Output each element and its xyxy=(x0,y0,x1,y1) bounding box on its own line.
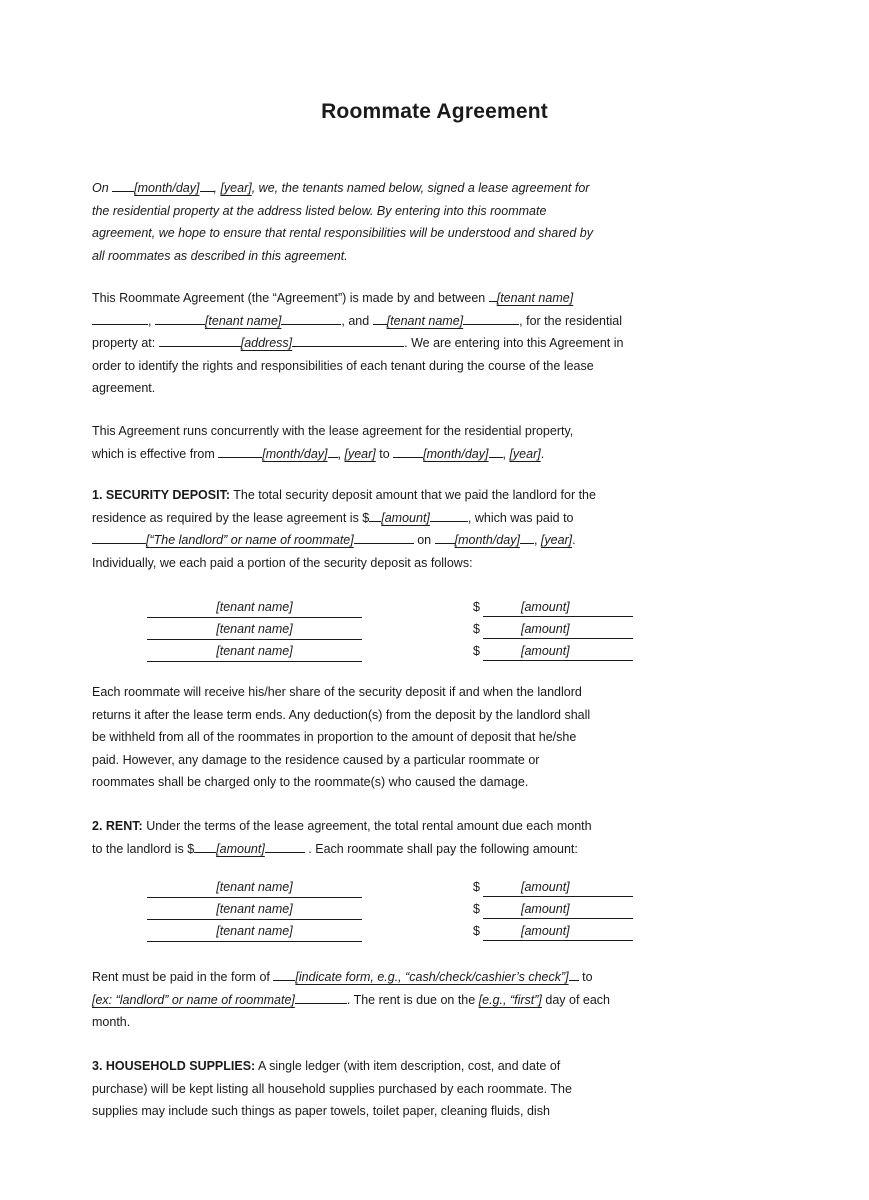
amount-cell: [amount] xyxy=(483,919,633,941)
household-supplies-heading: 3. HOUSEHOLD SUPPLIES: xyxy=(92,1059,256,1073)
blank xyxy=(520,530,534,544)
blank xyxy=(112,178,134,192)
for-residential-text: , for the residential xyxy=(519,313,622,328)
amount-cell: [amount] xyxy=(483,875,633,897)
supplies-line-1 xyxy=(92,1055,772,1078)
rent-share-table xyxy=(147,875,647,945)
dollar-sign: $ xyxy=(473,924,480,938)
month-day-placeholder: [month/day] xyxy=(454,533,520,548)
blank xyxy=(218,444,262,458)
month-day-placeholder: [month/day] xyxy=(262,446,328,461)
blank xyxy=(273,967,295,981)
year-placeholder: [year] xyxy=(344,446,376,461)
rent-form-line-1 xyxy=(92,966,772,989)
day-of-each-text: day of each xyxy=(545,992,611,1007)
rent-heading: 2. RENT: xyxy=(92,819,143,833)
on-text: on xyxy=(417,533,432,548)
tenant-name-cell: [tenant name] xyxy=(147,595,362,618)
payee-placeholder: [“The landlord” or name of roommate] xyxy=(146,533,354,548)
to-text: to xyxy=(379,446,390,461)
intro-text-1: , we, the tenants named below, signed a lease agreement for xyxy=(251,181,590,195)
deposit-return-line-2: returns it after the lease term ends. Any deduction(s) from the deposit by the landlord shall xyxy=(92,707,591,722)
to-text: to xyxy=(582,970,593,984)
year-placeholder: [year] xyxy=(509,446,541,461)
deposit-return-line-5: roommates shall be charged only to the roommate(s) who caused the damage. xyxy=(92,775,529,790)
tenant-name-cell: [tenant name] xyxy=(147,639,362,662)
intro-paragraph xyxy=(92,177,772,267)
rent-form-paragraph xyxy=(92,966,772,1034)
blank xyxy=(292,333,404,347)
amount-cell: [amount] xyxy=(483,595,633,617)
rent-text-3: . Each roommate shall pay the following amount: xyxy=(308,841,578,856)
amount-cell: [amount] xyxy=(483,617,633,639)
amount-cell: [amount] xyxy=(483,639,633,661)
dollar-sign: $ xyxy=(473,644,480,658)
blank xyxy=(194,839,216,853)
dollar-sign: $ xyxy=(473,600,480,614)
parties-paragraph xyxy=(92,287,772,400)
deposit-return-line-1: Each roommate will receive his/her share of the security deposit if and when the landlord xyxy=(92,685,582,699)
blank xyxy=(354,530,414,544)
deposit-text-1: The total security deposit amount that we paid the landlord for the xyxy=(233,488,596,502)
deposit-return-line-4: paid. However, any damage to the residence caused by a particular roommate or xyxy=(92,752,540,767)
address-placeholder: [address] xyxy=(240,336,293,351)
blank xyxy=(92,530,146,544)
deposit-line-3: [“The landlord” or name of roommate] on [month/day] , [year]. xyxy=(92,529,772,552)
rent-section xyxy=(92,815,772,860)
supplies-line-2: purchase) will be kept listing all household supplies purchased by each roommate. The xyxy=(92,1081,572,1096)
tenant-name-cell: [tenant name] xyxy=(147,875,362,898)
document-title: Roommate Agreement xyxy=(321,100,548,123)
blank xyxy=(373,311,387,325)
deposit-line-4: Individually, we each paid a portion of the security deposit as follows: xyxy=(92,555,473,570)
blank xyxy=(295,990,347,1004)
dollar-sign: $ xyxy=(473,880,480,894)
blank xyxy=(393,444,423,458)
table-row xyxy=(147,919,647,941)
term-paragraph xyxy=(92,420,772,465)
blank xyxy=(489,444,503,458)
blank xyxy=(200,178,214,192)
parties-line-5: agreement. xyxy=(92,381,156,396)
parties-line-4: order to identify the rights and responsibilities of each tenant during the course of the lease xyxy=(92,358,594,373)
effective-text: which is effective from xyxy=(92,446,215,461)
payment-form-placeholder: [indicate form, e.g., “cash/check/cashier’s check”] xyxy=(295,970,569,984)
dollar-sign: $ xyxy=(473,622,480,636)
due-day-placeholder: [e.g., “first”] xyxy=(478,992,542,1007)
intro-on: On xyxy=(92,181,109,195)
deposit-return-line-3: be withheld from all of the roommates in proportion to the amount of deposit that he/she xyxy=(92,730,577,745)
blank xyxy=(430,508,468,522)
table-row xyxy=(147,595,647,617)
household-supplies-section xyxy=(92,1055,772,1123)
parties-line-3 xyxy=(92,332,772,355)
amount-placeholder: [amount] xyxy=(381,510,430,525)
security-deposit-heading: 1. SECURITY DEPOSIT: xyxy=(92,488,230,502)
deposit-line-1 xyxy=(92,484,772,507)
rent-form-text: Rent must be paid in the form of xyxy=(92,970,270,984)
rent-line-1 xyxy=(92,815,772,838)
blank xyxy=(328,444,338,458)
table-row xyxy=(147,617,647,639)
intro-line-1: On [month/day] , [year], we, the tenants named below, signed a lease agreement for xyxy=(92,177,772,200)
tenant-name-placeholder: [tenant name] xyxy=(386,313,464,328)
parties-text-1: This Roommate Agreement (the “Agreement”) is made by and between xyxy=(92,291,486,305)
blank xyxy=(489,288,497,302)
rent-form-line-3: month. xyxy=(92,1015,131,1030)
security-deposit-section xyxy=(92,484,772,574)
rent-form-line-2 xyxy=(92,989,772,1012)
deposit-line-2 xyxy=(92,507,772,530)
parties-line-1 xyxy=(92,287,772,310)
tenant-name-cell: [tenant name] xyxy=(147,919,362,942)
term-line-2: which is effective from [month/day] , [year] to [month/day] , [year]. xyxy=(92,443,772,466)
blank xyxy=(463,311,519,325)
payee-placeholder: [ex: “landlord” or name of roommate] xyxy=(92,992,295,1007)
tenant-name-cell: [tenant name] xyxy=(147,897,362,920)
tenant-name-placeholder: [tenant name] xyxy=(204,313,282,328)
term-line-1: This Agreement runs concurrently with the lease agreement for the residential property, xyxy=(92,424,574,438)
blank xyxy=(92,311,148,325)
blank xyxy=(155,311,205,325)
blank xyxy=(435,530,455,544)
table-row xyxy=(147,897,647,919)
deposit-text-2: residence as required by the lease agreement is $ xyxy=(92,510,370,525)
year-placeholder: [year] xyxy=(220,181,252,195)
blank xyxy=(265,839,305,853)
and-text: , and xyxy=(341,313,370,328)
entering-text: . We are entering into this Agreement in xyxy=(404,336,624,351)
amount-cell: [amount] xyxy=(483,897,633,919)
rent-text-1: Under the terms of the lease agreement, the total rental amount due each month xyxy=(146,819,592,833)
rent-due-text: . The rent is due on the xyxy=(346,992,476,1007)
amount-placeholder: [amount] xyxy=(216,841,265,856)
intro-line-3: agreement, we hope to ensure that rental responsibilities will be understood and shared by xyxy=(92,226,594,241)
supplies-text-1: A single ledger (with item description, cost, and date of xyxy=(258,1059,561,1073)
tenant-name-cell: [tenant name] xyxy=(147,617,362,640)
supplies-line-3: supplies may include such things as paper towels, toilet paper, cleaning fluids, dish xyxy=(92,1104,550,1119)
blank xyxy=(569,967,579,981)
rent-line-2 xyxy=(92,838,772,861)
rent-text-2: to the landlord is $ xyxy=(92,841,195,856)
deposit-share-table xyxy=(147,595,647,665)
property-at-label: property at: xyxy=(92,336,156,351)
blank xyxy=(369,508,381,522)
month-day-placeholder: [month/day] xyxy=(423,446,489,461)
year-placeholder: [year] xyxy=(540,533,573,548)
blank xyxy=(281,311,341,325)
deposit-return-paragraph xyxy=(92,681,772,794)
deposit-text-3: , which was paid to xyxy=(467,510,574,525)
parties-line-2: , [tenant name] , and [tenant name] , for the residential xyxy=(92,310,772,333)
month-day-placeholder: [month/day] xyxy=(134,181,200,195)
table-row xyxy=(147,639,647,661)
table-row xyxy=(147,875,647,897)
tenant-name-placeholder: [tenant name] xyxy=(496,291,574,305)
blank xyxy=(159,333,241,347)
intro-line-2: the residential property at the address listed below. By entering into this roommate xyxy=(92,203,547,218)
intro-line-4: all roommates as described in this agreement. xyxy=(92,248,348,263)
dollar-sign: $ xyxy=(473,902,480,916)
